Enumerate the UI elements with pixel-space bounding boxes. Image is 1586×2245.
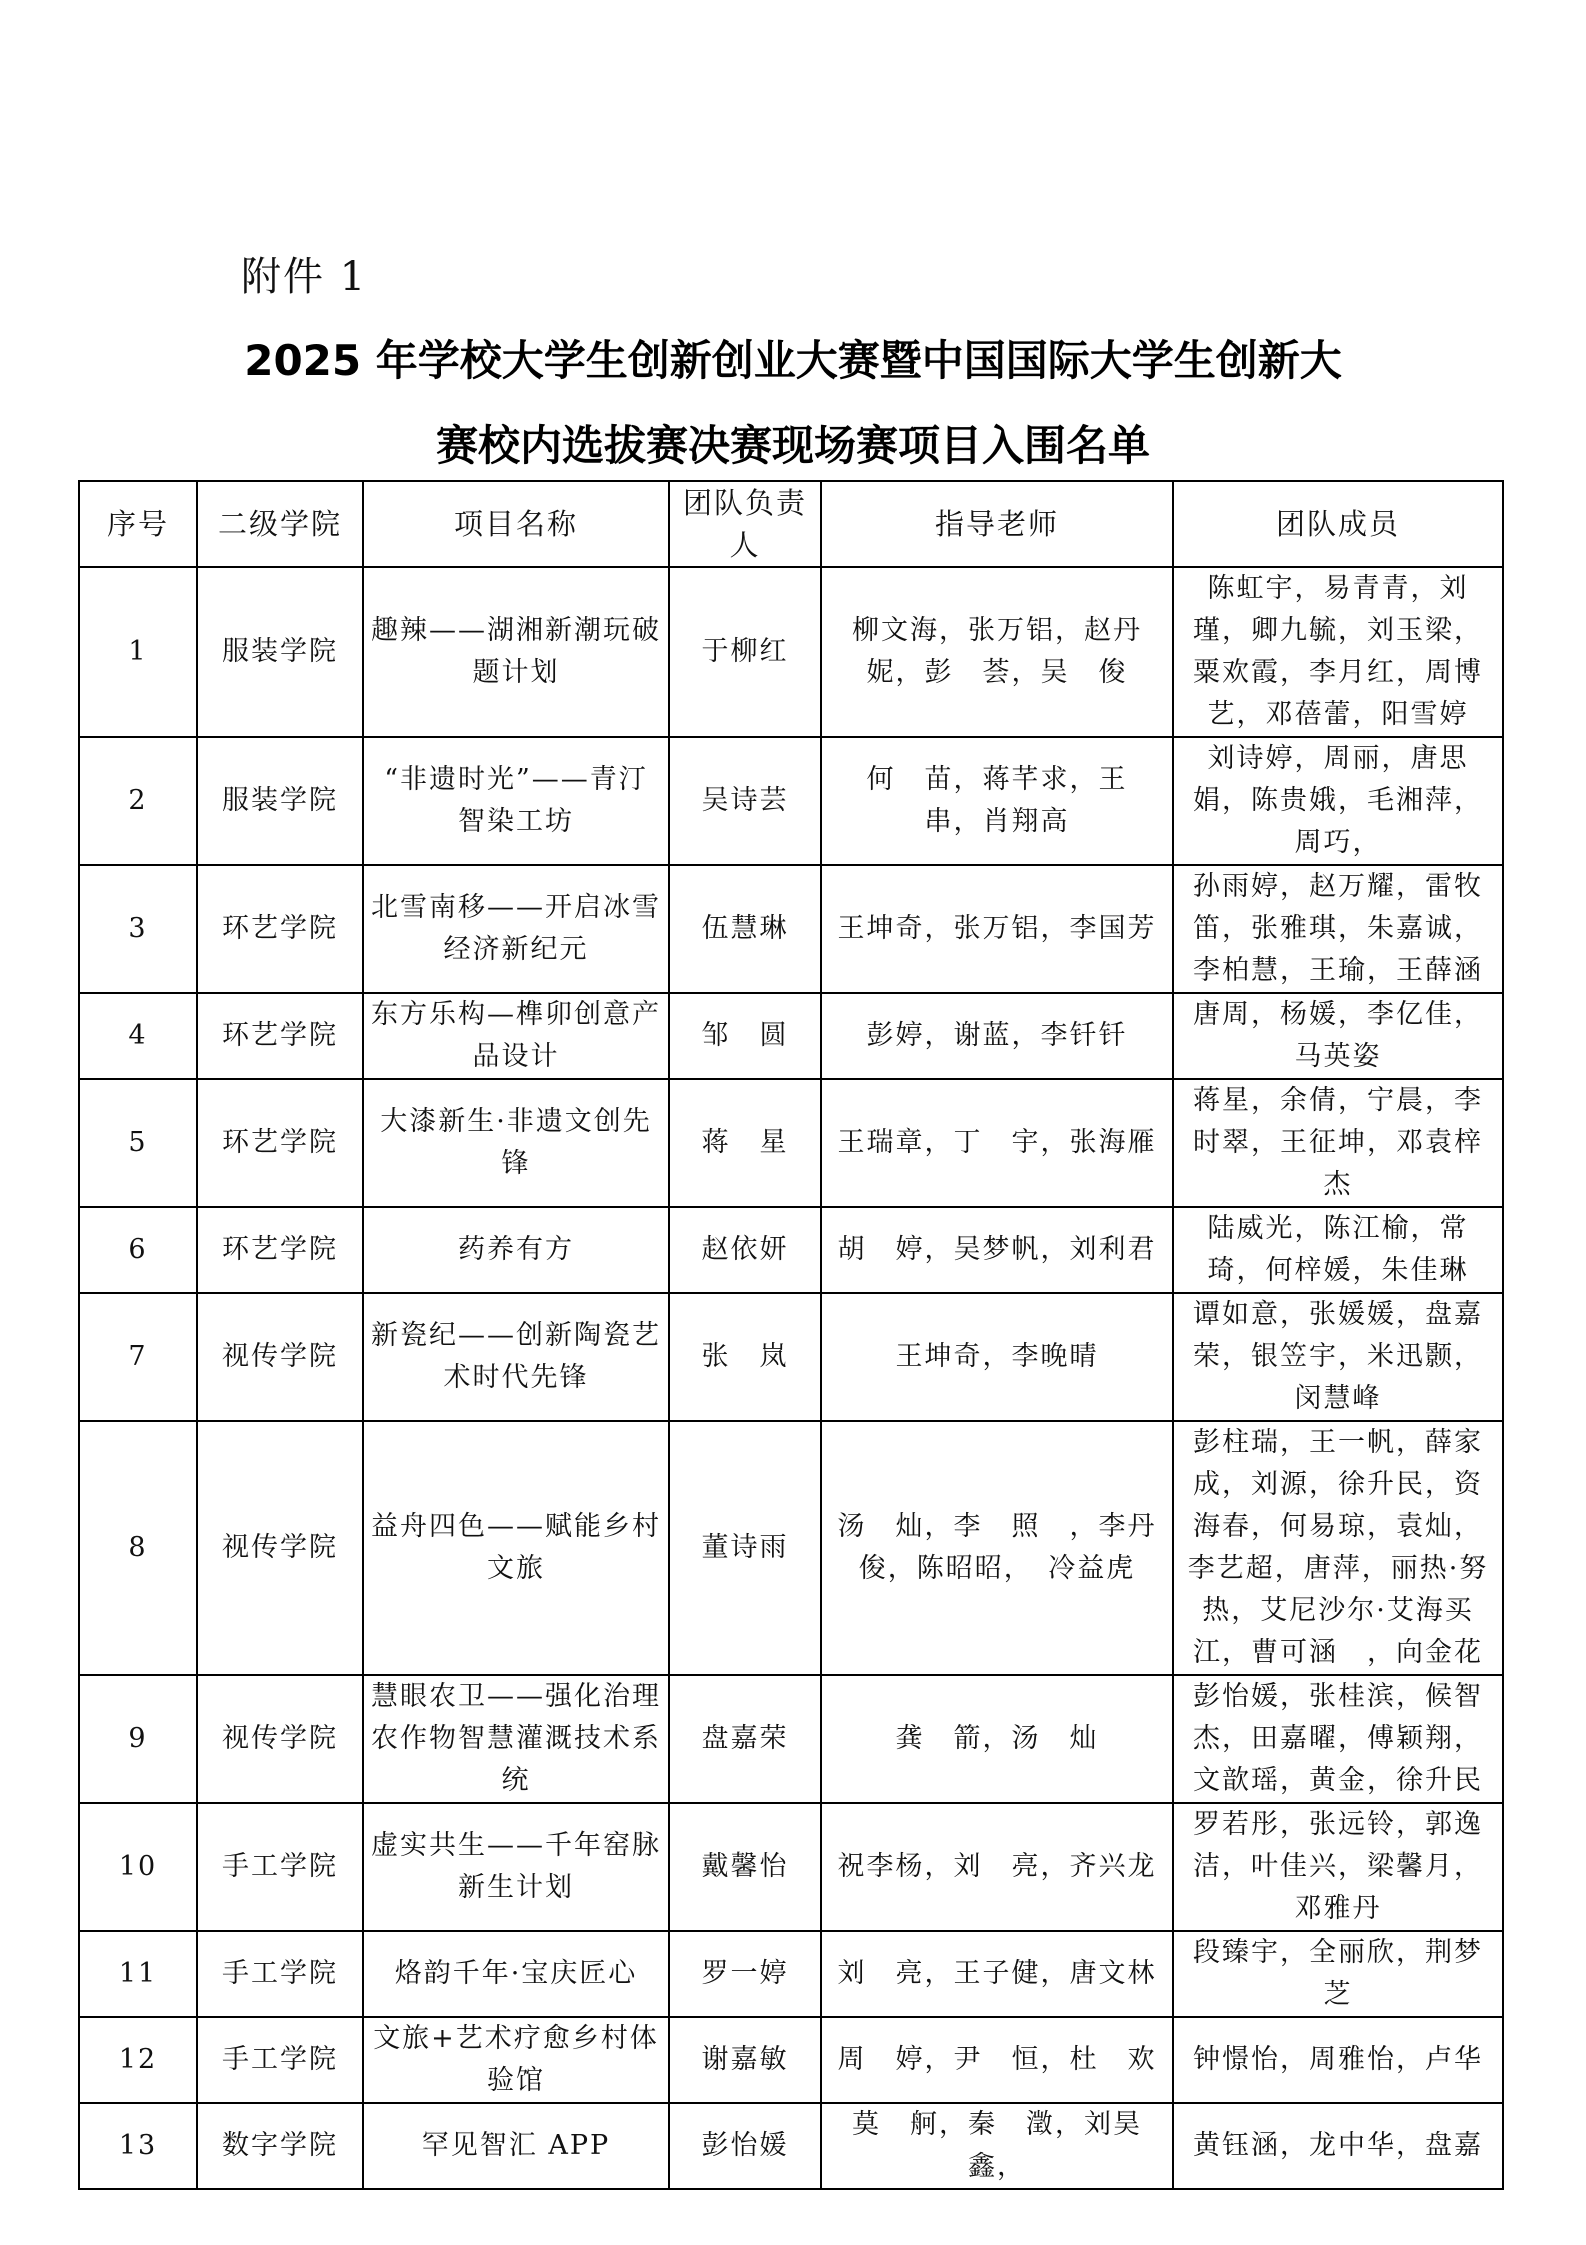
cell-leader: 蒋 星 — [669, 1079, 821, 1207]
cell-leader: 彭怡媛 — [669, 2103, 821, 2189]
cell-members: 蒋星，余倩，宁晨，李时翠，王征坤，邓袁梓杰 — [1173, 1079, 1503, 1207]
table-row — [79, 1803, 1503, 1931]
header-members: 团队成员 — [1173, 481, 1503, 567]
cell-advisors: 王瑞章，丁 宇，张海雁 — [821, 1079, 1173, 1207]
cell-members: 孙雨婷，赵万耀，雷牧笛，张雅琪，朱嘉诚，李柏慧，王瑜，王薛涵 — [1173, 865, 1503, 993]
cell-college: 环艺学院 — [197, 1207, 363, 1293]
cell-project: 趣辣——湖湘新潮玩破题计划 — [363, 567, 669, 737]
cell-project: 北雪南移——开启冰雪经济新纪元 — [363, 865, 669, 993]
cell-project: 药养有方 — [363, 1207, 669, 1293]
table-row — [79, 865, 1503, 993]
cell-leader: 盘嘉荣 — [669, 1675, 821, 1803]
header-college: 二级学院 — [197, 481, 363, 567]
document-title-line-2: 赛校内选拔赛决赛现场赛项目入围名单 — [435, 421, 1150, 470]
cell-college: 环艺学院 — [197, 993, 363, 1079]
cell-leader: 罗一婷 — [669, 1931, 821, 2017]
table-row — [79, 1421, 1503, 1675]
cell-college: 数字学院 — [197, 2103, 363, 2189]
table-row — [79, 993, 1503, 1079]
header-no: 序号 — [79, 481, 197, 567]
cell-no: 8 — [79, 1421, 197, 1675]
table-header-row — [79, 481, 1503, 567]
cell-project: “非遗时光”——青汀智染工坊 — [363, 737, 669, 865]
shortlist-table — [78, 480, 1504, 2190]
cell-college: 环艺学院 — [197, 865, 363, 993]
cell-leader: 戴馨怡 — [669, 1803, 821, 1931]
cell-college: 服装学院 — [197, 737, 363, 865]
attachment-label: 附件 1 — [241, 254, 368, 300]
cell-advisors: 胡 婷，吴梦帆，刘利君 — [821, 1207, 1173, 1293]
cell-members: 陈虹宇，易青青，刘瑾，卿九毓，刘玉梁，粟欢霞，李月红，周博艺，邓蓓蕾，阳雪婷 — [1173, 567, 1503, 737]
table-row — [79, 1293, 1503, 1421]
cell-leader: 董诗雨 — [669, 1421, 821, 1675]
cell-advisors: 汤 灿，李 照 ，李丹俊，陈昭昭， 冷益虎 — [821, 1421, 1173, 1675]
cell-members: 彭柱瑞，王一帆，薛家成，刘源，徐升民，资海春，何易琼，袁灿，李艺超，唐萍，丽热·努热，艾尼沙尔·艾海买江，曹可涵 ，向金花 — [1173, 1421, 1503, 1675]
table-row — [79, 1207, 1503, 1293]
cell-project: 虚实共生——千年窑脉新生计划 — [363, 1803, 669, 1931]
cell-college: 环艺学院 — [197, 1079, 363, 1207]
cell-no: 13 — [79, 2103, 197, 2189]
cell-leader: 张 岚 — [669, 1293, 821, 1421]
cell-no: 1 — [79, 567, 197, 737]
header-leader: 团队负责人 — [669, 481, 821, 567]
cell-college: 手工学院 — [197, 1803, 363, 1931]
cell-no: 9 — [79, 1675, 197, 1803]
cell-project: 新瓷纪——创新陶瓷艺术时代先锋 — [363, 1293, 669, 1421]
table-row — [79, 2017, 1503, 2103]
cell-college: 视传学院 — [197, 1421, 363, 1675]
cell-no: 6 — [79, 1207, 197, 1293]
table-row — [79, 1079, 1503, 1207]
cell-advisors: 祝李杨，刘 亮，齐兴龙 — [821, 1803, 1173, 1931]
cell-members: 唐周，杨媛，李亿佳，马英姿 — [1173, 993, 1503, 1079]
header-advisors: 指导老师 — [821, 481, 1173, 567]
cell-advisors: 柳文海，张万铝，赵丹妮，彭 荟，吴 俊 — [821, 567, 1173, 737]
cell-college: 服装学院 — [197, 567, 363, 737]
cell-leader: 吴诗芸 — [669, 737, 821, 865]
cell-college: 手工学院 — [197, 1931, 363, 2017]
cell-project: 烙韵千年·宝庆匠心 — [363, 1931, 669, 2017]
cell-project: 文旅+艺术疗愈乡村体验馆 — [363, 2017, 669, 2103]
cell-no: 10 — [79, 1803, 197, 1931]
cell-leader: 邹 圆 — [669, 993, 821, 1079]
cell-no: 11 — [79, 1931, 197, 2017]
table-row — [79, 1675, 1503, 1803]
cell-no: 3 — [79, 865, 197, 993]
cell-members: 段臻宇，全丽欣，荆梦芝 — [1173, 1931, 1503, 2017]
cell-advisors: 王坤奇，张万铝，李国芳 — [821, 865, 1173, 993]
cell-members: 彭怡媛，张桂滨，候智杰，田嘉曜，傅颖翔，文歆瑶，黄金，徐升民 — [1173, 1675, 1503, 1803]
cell-project: 大漆新生·非遗文创先锋 — [363, 1079, 669, 1207]
header-project: 项目名称 — [363, 481, 669, 567]
cell-leader: 于柳红 — [669, 567, 821, 737]
cell-advisors: 刘 亮，王子健，唐文林 — [821, 1931, 1173, 2017]
cell-project: 慧眼农卫——强化治理农作物智慧灌溉技术系统 — [363, 1675, 669, 1803]
cell-leader: 谢嘉敏 — [669, 2017, 821, 2103]
cell-college: 手工学院 — [197, 2017, 363, 2103]
cell-no: 4 — [79, 993, 197, 1079]
table-row — [79, 737, 1503, 865]
cell-advisors: 彭婷，谢蓝，李钎钎 — [821, 993, 1173, 1079]
cell-project: 东方乐构—榫卯创意产品设计 — [363, 993, 669, 1079]
cell-members: 罗若彤，张远铃，郭逸洁，叶佳兴，梁馨月，邓雅丹 — [1173, 1803, 1503, 1931]
cell-advisors: 何 苗，蒋芊求，王 串，肖翔高 — [821, 737, 1173, 865]
table-row — [79, 1931, 1503, 2017]
cell-members: 陆威光，陈江榆，常琦，何梓媛，朱佳琳 — [1173, 1207, 1503, 1293]
cell-no: 2 — [79, 737, 197, 865]
cell-leader: 赵依妍 — [669, 1207, 821, 1293]
table-row — [79, 2103, 1503, 2189]
cell-college: 视传学院 — [197, 1293, 363, 1421]
cell-advisors: 龚 箭，汤 灿 — [821, 1675, 1173, 1803]
cell-advisors: 莫 舸，秦 澂，刘昊鑫， — [821, 2103, 1173, 2189]
table-row — [79, 567, 1503, 737]
cell-members: 黄钰涵，龙中华，盘嘉 — [1173, 2103, 1503, 2189]
cell-no: 5 — [79, 1079, 197, 1207]
cell-project: 罕见智汇 APP — [363, 2103, 669, 2189]
cell-members: 谭如意，张媛媛，盘嘉荣，银笠宇，米迅颢，闵慧峰 — [1173, 1293, 1503, 1421]
cell-no: 7 — [79, 1293, 197, 1421]
cell-advisors: 王坤奇，李晚晴 — [821, 1293, 1173, 1421]
cell-members: 刘诗婷，周丽，唐思娟，陈贵娥，毛湘萍，周巧， — [1173, 737, 1503, 865]
cell-no: 12 — [79, 2017, 197, 2103]
cell-members: 钟憬怡，周雅怡，卢华 — [1173, 2017, 1503, 2103]
cell-college: 视传学院 — [197, 1675, 363, 1803]
cell-project: 益舟四色——赋能乡村文旅 — [363, 1421, 669, 1675]
cell-advisors: 周 婷，尹 恒，杜 欢 — [821, 2017, 1173, 2103]
document-title-line-1: 2025 年学校大学生创新创业大赛暨中国国际大学生创新大 — [244, 336, 1342, 385]
cell-leader: 伍慧琳 — [669, 865, 821, 993]
